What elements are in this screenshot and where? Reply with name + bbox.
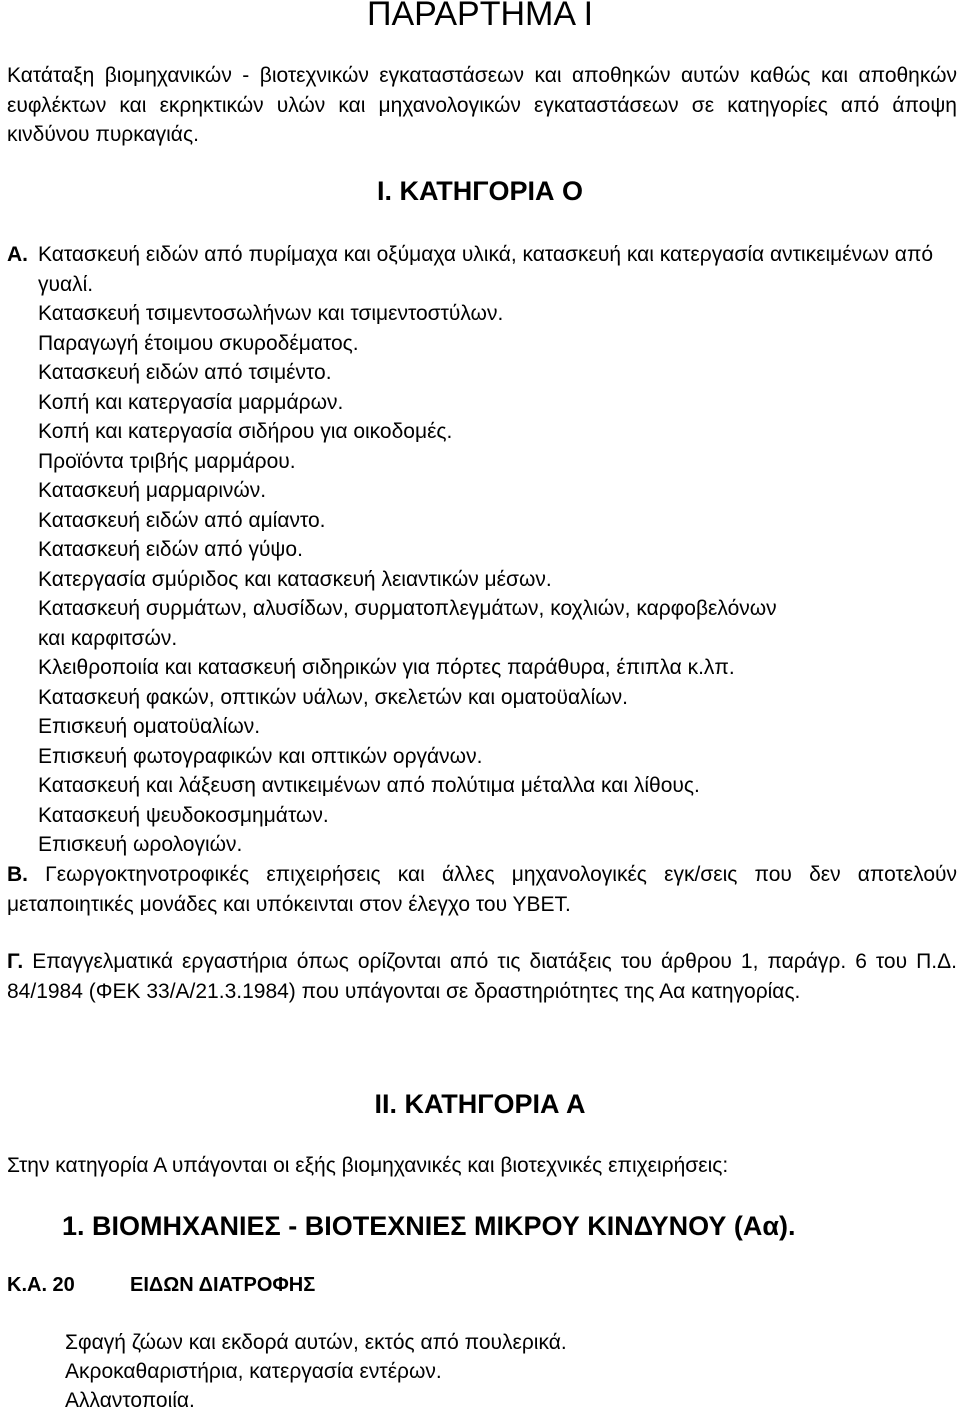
list-item: Κλειθροποιία και κατασκευή σιδηρικών για πόρτες παράθυρα, έπιπλα κ.λπ. — [38, 656, 735, 679]
part-c-paragraph — [7, 947, 957, 1006]
ka-code: Κ.Α. 20 — [7, 1274, 75, 1296]
list-item: Κοπή και κατεργασία μαρμάρων. — [38, 390, 344, 414]
part-a-label: Α. — [7, 243, 28, 266]
list-item: Κατασκευή μαρμαρινών. — [38, 479, 267, 502]
part-c-text: Επαγγελματικά εργαστήρια όπως ορίζονται από τις διατάξεις του άρθρου 1, παράγρ. 6 του Π.Δ. 84/1984 (ΦΕΚ 33/Α/21.3.1984) που υπάγονται σε δραστηριότητες της Αα κατηγορίας. — [7, 950, 958, 1003]
part-b-label: Β. — [7, 863, 28, 886]
list-item: Ακροκαθαριστήρια, κατεργασία εντέρων. — [65, 1360, 442, 1383]
list-item: Κατεργασία σμύριδος και κατασκευή λειαντικών μέσων. — [38, 567, 552, 591]
list-item: Κατασκευή ειδών από αμίαντο. — [38, 508, 326, 532]
list-item: Παραγωγή έτοιμου σκυροδέματος. — [38, 331, 359, 355]
part-c-label: Γ. — [7, 950, 24, 973]
ka-title: ΕΙΔΩΝ ΔΙΑΤΡΟΦΗΣ — [130, 1274, 316, 1296]
ka-items-list — [65, 1328, 567, 1415]
list-item: Επισκευή ωρολογιών. — [38, 833, 243, 856]
section-two-heading: ΙΙ. ΚΑΤΗΓΟΡΙΑ Α — [374, 1089, 586, 1119]
list-item: και καρφιτσών. — [38, 626, 178, 650]
part-b-text: Γεωργοκτηνοτροφικές επιχειρήσεις και άλλες μηχανολογικές εγκ/σεις που δεν αποτελούν μεταποιητικές μονάδες και υπόκεινται στον έλεγχο του ΥΒΕΤ. — [7, 863, 957, 916]
list-item: Προϊόντα τριβής μαρμάρου. — [38, 449, 296, 473]
intro-paragraph: Κατάταξη βιομηχανικών - βιοτεχνικών εγκαταστάσεων και αποθηκών αυτών καθώς και αποθηκών ευφλέκτων και εκρηκτικών υλών και μηχανολογικών εγκαταστάσεων σε κατηγορίες από άποψη κινδύνου πυρκαγιάς. — [7, 64, 957, 146]
subsection-heading: 1. ΒΙΟΜΗΧΑΝΙΕΣ - ΒΙΟΤΕΧΝΙΕΣ ΜΙΚΡΟΥ ΚΙΝΔΥΝΟΥ (Αα). — [62, 1211, 796, 1241]
part-b-paragraph — [7, 860, 957, 919]
list-item: Σφαγή ζώων και εκδορά αυτών, εκτός από πουλερικά. — [65, 1331, 567, 1354]
part-a-first-item: Κατασκευή ειδών από πυρίμαχα και οξύμαχα υλικά, κατασκευή και κατεργασία αντικειμένων από γυαλί. — [38, 243, 934, 296]
list-item: Επισκευή οματοϋαλίων. — [38, 715, 261, 738]
list-item: Αλλαντοποιία. — [65, 1389, 195, 1412]
part-a-list — [38, 299, 938, 860]
list-item: Επισκευή φωτογραφικών και οπτικών οργάνων. — [38, 744, 483, 768]
list-item: Κατασκευή συρμάτων, αλυσίδων, συρματοπλεγμάτων, κοχλιών, καρφοβελόνων — [38, 597, 777, 620]
list-item: Κατασκευή ειδών από τσιμέντο. — [38, 361, 332, 384]
list-item: Κατασκευή ειδών από γύψο. — [38, 538, 303, 561]
list-item: Κατασκευή και λάξευση αντικειμένων από πολύτιμα μέταλλα και λίθους. — [38, 774, 700, 797]
list-item: Κατασκευή τσιμεντοσωλήνων και τσιμεντοστύλων. — [38, 302, 504, 325]
page-title: ΠΑΡΑΡΤΗΜΑ Ι — [366, 0, 594, 33]
list-item: Κοπή και κατεργασία σιδήρου για οικοδομές. — [38, 420, 453, 443]
list-item: Κατασκευή ψευδοκοσμημάτων. — [38, 803, 329, 827]
list-item: Κατασκευή φακών, οπτικών υάλων, σκελετών και οματοϋαλίων. — [38, 685, 629, 709]
section-one-heading: Ι. ΚΑΤΗΓΟΡΙΑ Ο — [377, 176, 583, 206]
section-two-intro: Στην κατηγορία Α υπάγονται οι εξής βιομηχανικές και βιοτεχνικές επιχειρήσεις: — [7, 1154, 729, 1177]
